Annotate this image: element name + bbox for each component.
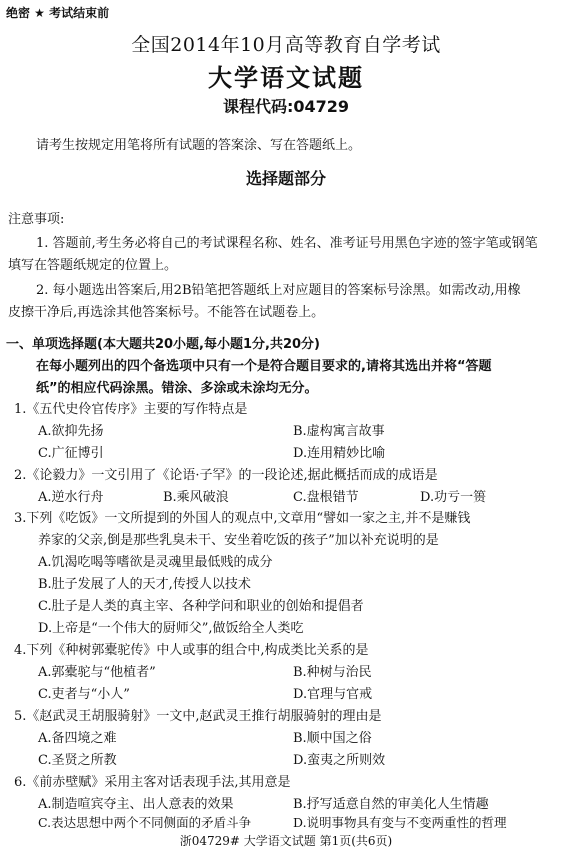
page-footer: 浙04729# 大学语文试题 第1页(共6页) (179, 834, 393, 848)
question-5-option-c: C.圣贤之所教 (38, 753, 117, 768)
question-4-stem: 4.下列《种树郭橐驼传》中人或事的组合中,构成类比关系的是 (14, 643, 369, 658)
question-5-option-d: D.蛮夷之所则效 (293, 753, 386, 768)
question-3-option-b: B.肚子发展了人的天才,传授人以技术 (38, 577, 251, 592)
question-2-option-a: A.逆水行舟 (38, 490, 104, 505)
question-4-option-b: B.种树与治民 (293, 665, 372, 680)
question-1-option-a: A.欲抑先扬 (38, 424, 104, 439)
question-3-option-d: D.上帝是“一个伟大的厨师父”,做饭给全人类吃 (38, 621, 304, 636)
question-6-stem: 6.《前赤壁赋》采用主客对话表现手法,其用意是 (14, 775, 291, 790)
question-4-option-a: A.郭橐驼与“他植者” (38, 665, 156, 680)
part-title: 选择题部分 (245, 169, 326, 188)
general-instruction: 请考生按规定用笔将所有试题的答案涂、写在答题纸上。 (36, 138, 362, 153)
question-6-option-d: D.说明事物具有变与不变两重性的哲理 (293, 815, 507, 830)
question-2-option-d: D.功亏一篑 (420, 490, 487, 505)
note-2-line-2: 皮擦干净后,再选涂其他答案标号。不能答在试题卷上。 (8, 305, 325, 320)
paper-title: 大学语文试题 (208, 64, 364, 92)
question-1-option-d: D.连用精妙比喻 (293, 446, 386, 461)
section-1-desc-line-1: 在每小题列出的四个备选项中只有一个是符合题目要求的,请将其选出并将“答题 (36, 359, 492, 374)
exam-title: 全国2014年10月高等教育自学考试 (131, 34, 441, 56)
note-2-line-1: 2. 每小题选出答案后,用2B铅笔把答题纸上对应题目的答案标号涂黑。如需改动,用橡 (36, 283, 521, 298)
course-code: 课程代码:04729 (222, 97, 350, 116)
note-1-line-2: 填写在答题纸规定的位置上。 (8, 258, 178, 273)
question-5-stem: 5.《赵武灵王胡服骑射》一文中,赵武灵王推行胡服骑射的理由是 (14, 709, 382, 724)
question-5-option-b: B.顺中国之俗 (293, 731, 372, 746)
question-4-option-c: C.吏者与“小人” (38, 687, 130, 702)
question-5-option-a: A.备四境之难 (38, 731, 117, 746)
confidential-label: 绝密 ★ 考试结束前 (6, 6, 110, 20)
question-2-stem: 2.《论毅力》一文引用了《论语·子罕》的一段论述,据此概括而成的成语是 (14, 468, 438, 483)
question-2-option-c: C.盘根错节 (293, 490, 359, 505)
question-3-option-c: C.肚子是人类的真主宰、各种学问和职业的创始和提倡者 (38, 599, 364, 614)
note-1-line-1: 1. 答题前,考生务必将自己的考试课程名称、姓名、准考证号用黑色字迹的签字笔或钢笔 (36, 236, 538, 251)
question-1-stem: 1.《五代史伶官传序》主要的写作特点是 (14, 402, 248, 417)
question-1-option-b: B.虚构寓言故事 (293, 424, 385, 439)
question-6-option-b: B.抒写适意自然的审美化人生情趣 (293, 797, 489, 812)
question-3-stem-line-2: 养家的父亲,倒是那些乳臭未干、安坐着吃饭的孩子”加以补充说明的是 (38, 533, 439, 548)
notes-heading: 注意事项: (8, 212, 65, 227)
section-1-title: 一、单项选择题(本大题共20小题,每小题1分,共20分) (6, 337, 320, 352)
question-6-option-a: A.制造喧宾夺主、出人意表的效果 (38, 797, 234, 812)
question-6-option-c: C.表达思想中两个不同侧面的矛盾斗争 (38, 815, 252, 830)
question-2-option-b: B.乘风破浪 (163, 490, 229, 505)
question-1-option-c: C.广征博引 (38, 446, 104, 461)
section-1-desc-line-2: 纸”的相应代码涂黑。错涂、多涂或未涂均无分。 (36, 381, 318, 396)
question-3-option-a: A.饥渴吃喝等嗜欲是灵魂里最低贱的成分 (38, 555, 273, 570)
question-3-stem-line-1: 3.下列《吃饭》一文所提到的外国人的观点中,文章用“譬如一家之主,并不是赚钱 (14, 511, 471, 526)
question-4-option-d: D.官理与官戒 (293, 687, 373, 702)
